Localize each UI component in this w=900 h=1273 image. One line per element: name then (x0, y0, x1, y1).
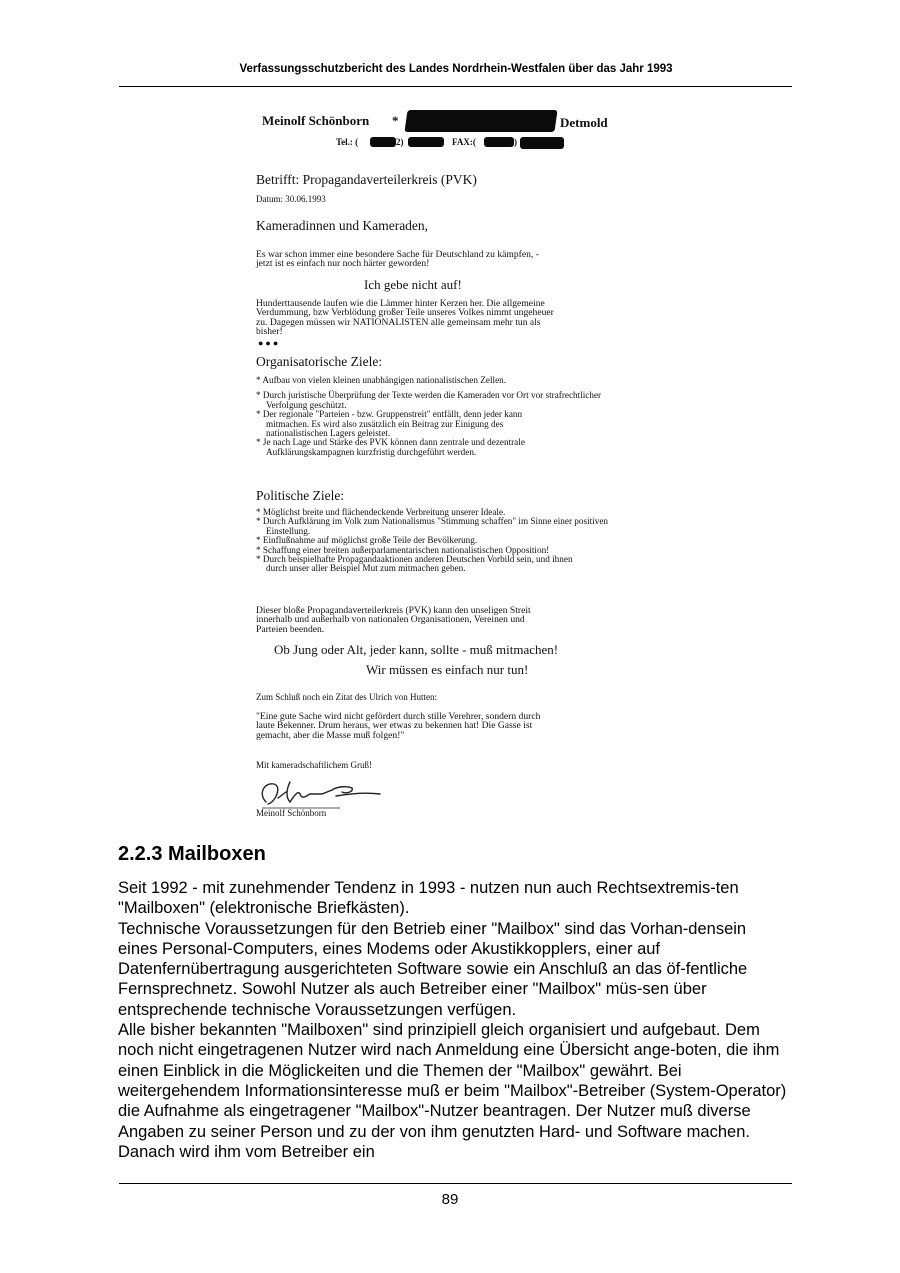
letter-subject: Betrifft: Propagandaverteilerkreis (PVK) (256, 172, 477, 187)
letter-dots: ●●● (258, 338, 281, 348)
list-item: * Aufbau von vielen kleinen unabhängigen nationalistischen Zellen. (256, 375, 507, 385)
letter-intro-line: jetzt ist es einfach nur noch härter geworden! (256, 258, 430, 270)
list-item: * Durch Aufklärung im Volk zum Nationalismus "Stimmung schaffen" im Sinne einer positiven Einstellung. (256, 516, 608, 536)
page-number: 89 (441, 1191, 459, 1208)
letter-quote-intro: Zum Schluß noch ein Zitat des Ulrich von Hutten: (256, 692, 437, 702)
letter-closing: Mit kameradschaftlichem Gruß! (256, 760, 372, 770)
letter-motto-1: Ob Jung oder Alt, jeder kann, sollte - muß mitmachen! (274, 642, 559, 657)
redaction-fax-number (520, 137, 564, 149)
letter-pol-heading: Politische Ziele: (256, 488, 345, 503)
letter-pol-list (256, 508, 608, 574)
redaction-tel-number (408, 137, 444, 147)
letter-date: Datum: 30.06.1993 (256, 194, 326, 204)
body-paragraph: Seit 1992 - mit zunehmender Tendenz in 1993 - nutzen nun auch Rechtsextremis-ten "Mailboxen" (elektronische Briefkästen). (118, 879, 739, 918)
letter-tel-label: Tel.: ( (336, 137, 359, 147)
section-heading: 2.2.3 Mailboxen (118, 843, 266, 865)
body-paragraph: Technische Voraussetzungen für den Betrieb einer "Mailbox" sind das Vorhan-densein eines Personal-Computers, eines Modems oder Akustikkopplers, einer auf Datenfernübertragung ausgerichteten Software sowie ein Anschluß an das öf-fentliche Fernsprechnetz. Sowohl Nutzer als auch Betreiber einer "Mailbox" müs-sen über entsprechende technische Voraussetzungen verfügen. (118, 919, 748, 1019)
list-item: * Je nach Lage und Stärke des PVK können dann zentrale und dezentrale Aufklärungskampagnen kurzfristig durchgeführt werden. (256, 437, 525, 457)
letter-paragraph-line: innerhalb und außerhalb von nationalen Organisationen, Vereinen und (256, 614, 525, 626)
letter-paragraph-line: Dieser bloße Propagandaverteilerkreis (PVK) kann den unseligen Streit (256, 605, 531, 616)
letter-intro-line: Es war schon immer eine besondere Sache für Deutschland zu kämpfen, - (256, 249, 539, 260)
running-header: Verfassungsschutzbericht des Landes Nordrhein-Westfalen über das Jahr 1993 (239, 63, 673, 75)
letter-paragraph-2 (256, 606, 531, 634)
letter-paragraph-line: Parteien beenden. (256, 623, 325, 635)
redaction-fax-area (484, 137, 514, 147)
letter-org-heading: Organisatorische Ziele: (256, 354, 383, 369)
header-rule (119, 86, 792, 87)
letter-intro (256, 250, 539, 269)
list-item: * Möglichst breite und flächendeckende Verbreitung unserer Ideale. (256, 507, 506, 517)
footer-rule (119, 1183, 792, 1184)
letter-quote-line: "Eine gute Sache wird nicht gefördert durch stille Verehrer, sondern durch (256, 711, 541, 722)
letter-slogan: Ich gebe nicht auf! (364, 277, 462, 292)
body-paragraph: Alle bisher bekannten "Mailboxen" sind prinzipiell gleich organisiert und aufgebaut. Dem noch nicht eingetragenen Nutzer wird nach Anmeldung eine Übersicht ange-boten, die ihm einen Einblick in die Möglickeiten und die Themen der "Mailbox" gewährt. Bei weitergehendem Informationsinteresse muß er beim "Mailbox"-Betreiber (System-Operator) die Aufnahme als eingetragener "Mailbox"-Nutzer beantragen. Der Nutzer muß diverse Angaben zu seiner Person und zu der von ihm genutzten Hard- und Software machen. Danach wird ihm vom Betreiber ein (118, 1021, 787, 1161)
letter-org-list (256, 376, 608, 457)
letter-paragraph-1 (256, 299, 554, 336)
letter-quote-line: laute Bekenner. Drum heraus, wer etwas zu bekennen hat! Die Gasse ist (256, 720, 533, 732)
letter-signature-name: Meinolf Schönborn (256, 808, 327, 818)
letter-paragraph-line: Hunderttausende laufen wie die Lämmer hinter Kerzen her. Die allgemeine (256, 298, 545, 309)
list-item: * Schaffung einer breiten außerparlamentarischen nationalistischen Opposition! (256, 544, 550, 555)
list-item: * Einflußnahme auf möglichst große Teile der Bevölkerung. (256, 535, 478, 546)
redaction-address (404, 110, 557, 132)
handwritten-signature (256, 772, 396, 812)
redaction-tel-area (370, 137, 396, 147)
list-item: * Der regionale "Parteien - bzw. Gruppenstreit" entfällt, denn jeder kann mitmachen. Es wird also zusätzlich ein Beitrag zur Einigung des nationalistischen Lagers geleistet. (256, 409, 523, 439)
letter-paragraph-line: Verdummung, bzw Verblödung großer Teile unseres Volkes nimmt ungeheuer (256, 307, 554, 319)
letter-fax-fragment: ) (514, 137, 517, 147)
letter-tel-fragment: 2) (396, 137, 404, 147)
letter-motto-2: Wir müssen es einfach nur tun! (366, 662, 529, 677)
letter-salutation: Kameradinnen und Kameraden, (256, 218, 429, 233)
list-item: * Durch beispielhafte Propagandaaktionen anderen Deutschen Vorbild sein, und ihnen durch unser aller Beispiel Mut zum mitmachen geben. (256, 554, 573, 574)
letter-quote (256, 712, 540, 740)
list-item: * Durch juristische Überprüfung der Texte werden die Kameraden vor Ort vor strafrechtlicher Verfolgung geschützt. (256, 390, 602, 410)
letter-fax-label: FAX:( (452, 137, 476, 147)
letter-sender-name: Meinolf Schönborn (262, 113, 370, 128)
letter-paragraph-line: zu. Dagegen müssen wir NATIONALISTEN alle gemeinsam mehr tun als (256, 316, 541, 328)
letter-city: Detmold (560, 115, 608, 130)
letter-paragraph-line: bisher! (256, 325, 283, 337)
letter-asterisk: * (392, 113, 399, 128)
letter-quote-line: gemacht, aber die Masse muß folgen!" (256, 729, 405, 741)
body-text (118, 878, 790, 1162)
